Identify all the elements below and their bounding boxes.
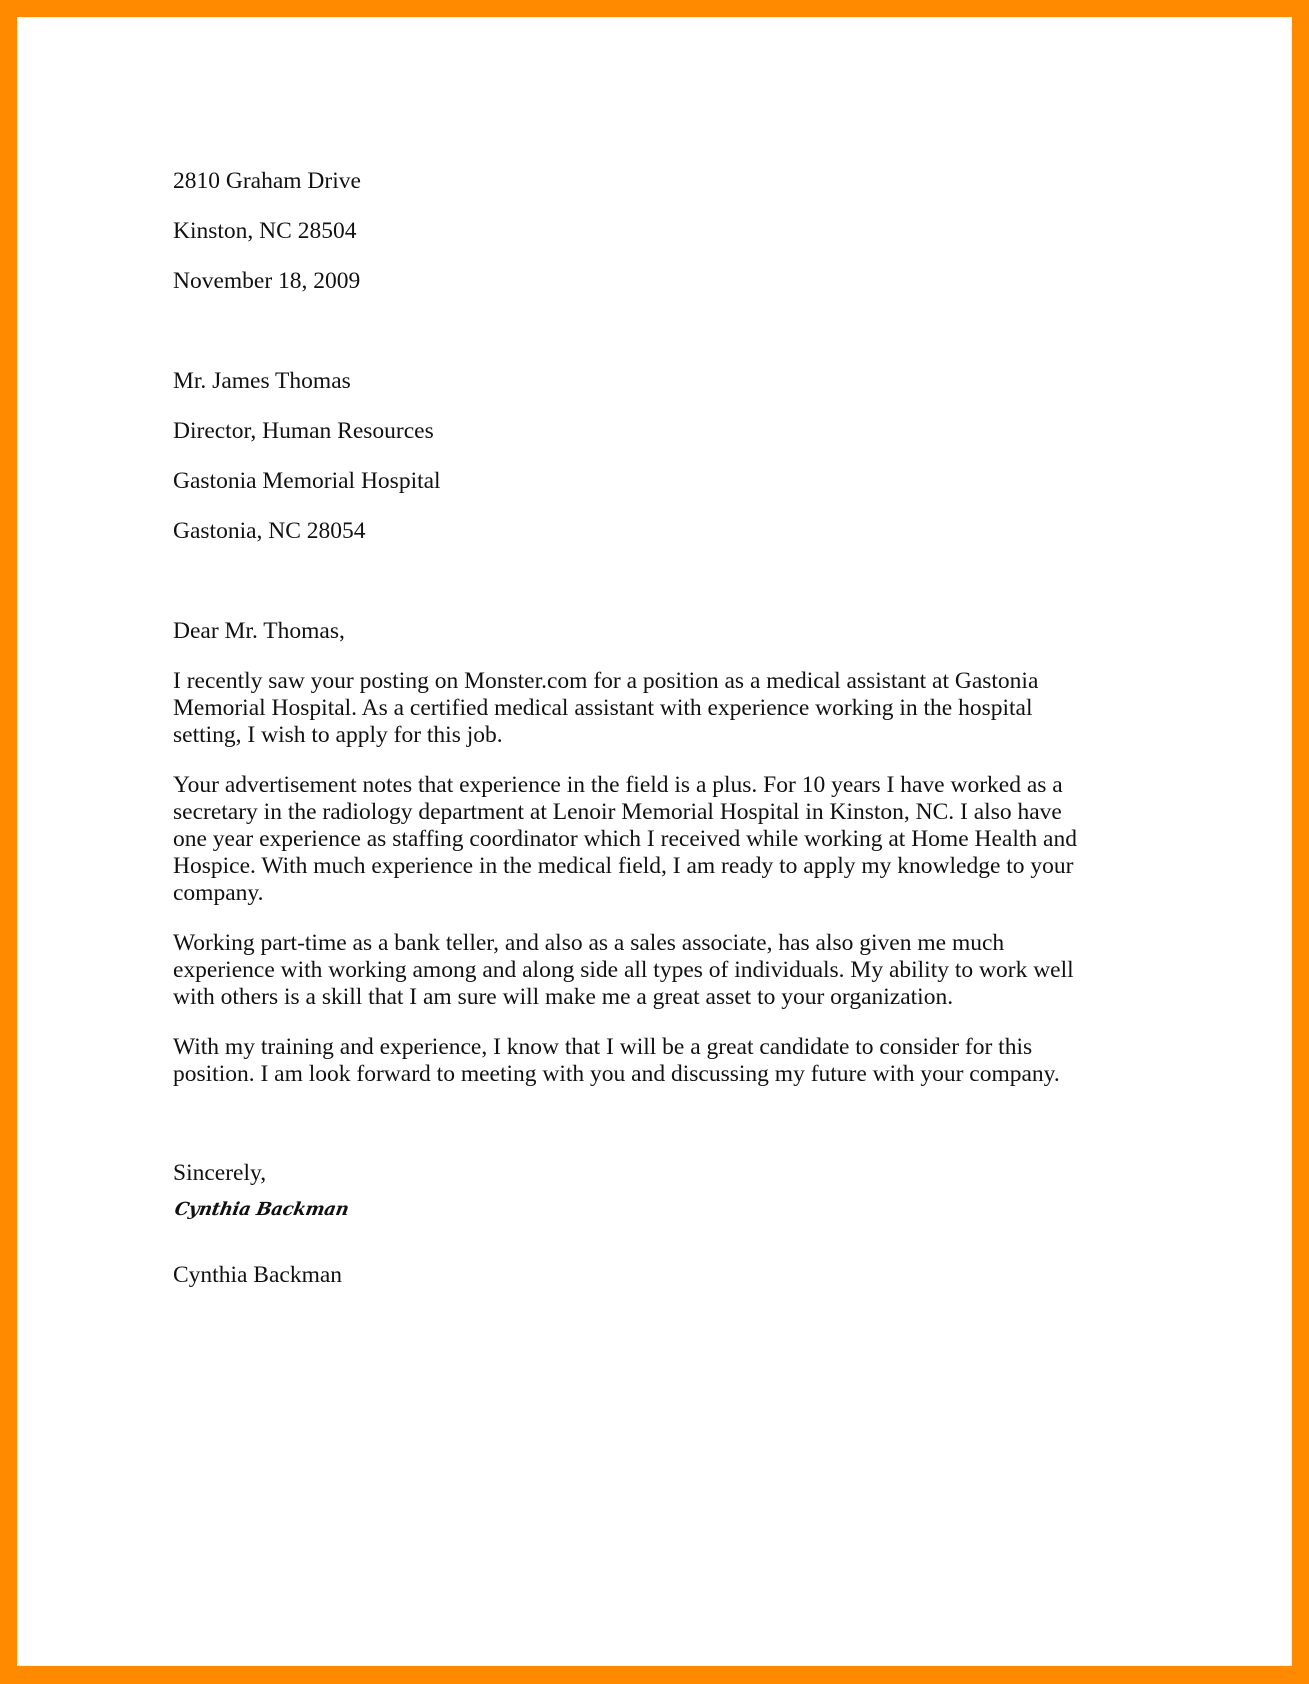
letter-date: November 18, 2009 bbox=[173, 268, 361, 294]
sender-street: 2810 Graham Drive bbox=[173, 168, 361, 194]
recipient-name: Mr. James Thomas bbox=[173, 368, 351, 394]
paragraph-line: position. I am look forward to meeting with you and discussing my future with your company. bbox=[173, 1061, 1060, 1087]
paragraph-line: secretary in the radiology department at Lenoir Memorial Hospital in Kinston, NC. I also have bbox=[173, 799, 1062, 825]
paragraph-line: setting, I wish to apply for this job. bbox=[173, 722, 503, 748]
paragraph-line: Memorial Hospital. As a certified medical assistant with experience working in the hospital bbox=[173, 695, 1033, 721]
letter-page bbox=[17, 17, 1292, 1666]
paragraph-line: With my training and experience, I know that I will be a great candidate to consider for this bbox=[173, 1034, 1033, 1060]
paragraph-line: company. bbox=[173, 880, 264, 906]
closing: Sincerely, bbox=[173, 1160, 267, 1186]
recipient-city-state-zip: Gastonia, NC 28054 bbox=[173, 518, 366, 544]
recipient-organization: Gastonia Memorial Hospital bbox=[173, 468, 441, 494]
paragraph-line: Your advertisement notes that experience in the field is a plus. For 10 years I have worked as a bbox=[173, 772, 1063, 798]
handwritten-signature: Cynthia Backman bbox=[173, 1199, 351, 1220]
paragraph-line: Hospice. With much experience in the medical field, I am ready to apply my knowledge to your bbox=[173, 853, 1074, 879]
sender-city-state-zip: Kinston, NC 28504 bbox=[173, 218, 357, 244]
paragraph-line: experience with working among and along side all types of individuals. My ability to work well bbox=[173, 957, 1074, 983]
recipient-title: Director, Human Resources bbox=[173, 418, 434, 444]
paragraph-line: with others is a skill that I am sure will make me a great asset to your organization. bbox=[173, 984, 954, 1010]
signer-name: Cynthia Backman bbox=[173, 1262, 343, 1288]
paragraph-line: I recently saw your posting on Monster.com for a position as a medical assistant at Gastonia bbox=[173, 668, 1039, 694]
salutation: Dear Mr. Thomas, bbox=[173, 618, 345, 644]
paragraph-line: Working part-time as a bank teller, and also as a sales associate, has also given me much bbox=[173, 930, 1005, 956]
paragraph-line: one year experience as staffing coordinator which I received while working at Home Health and bbox=[173, 826, 1077, 852]
